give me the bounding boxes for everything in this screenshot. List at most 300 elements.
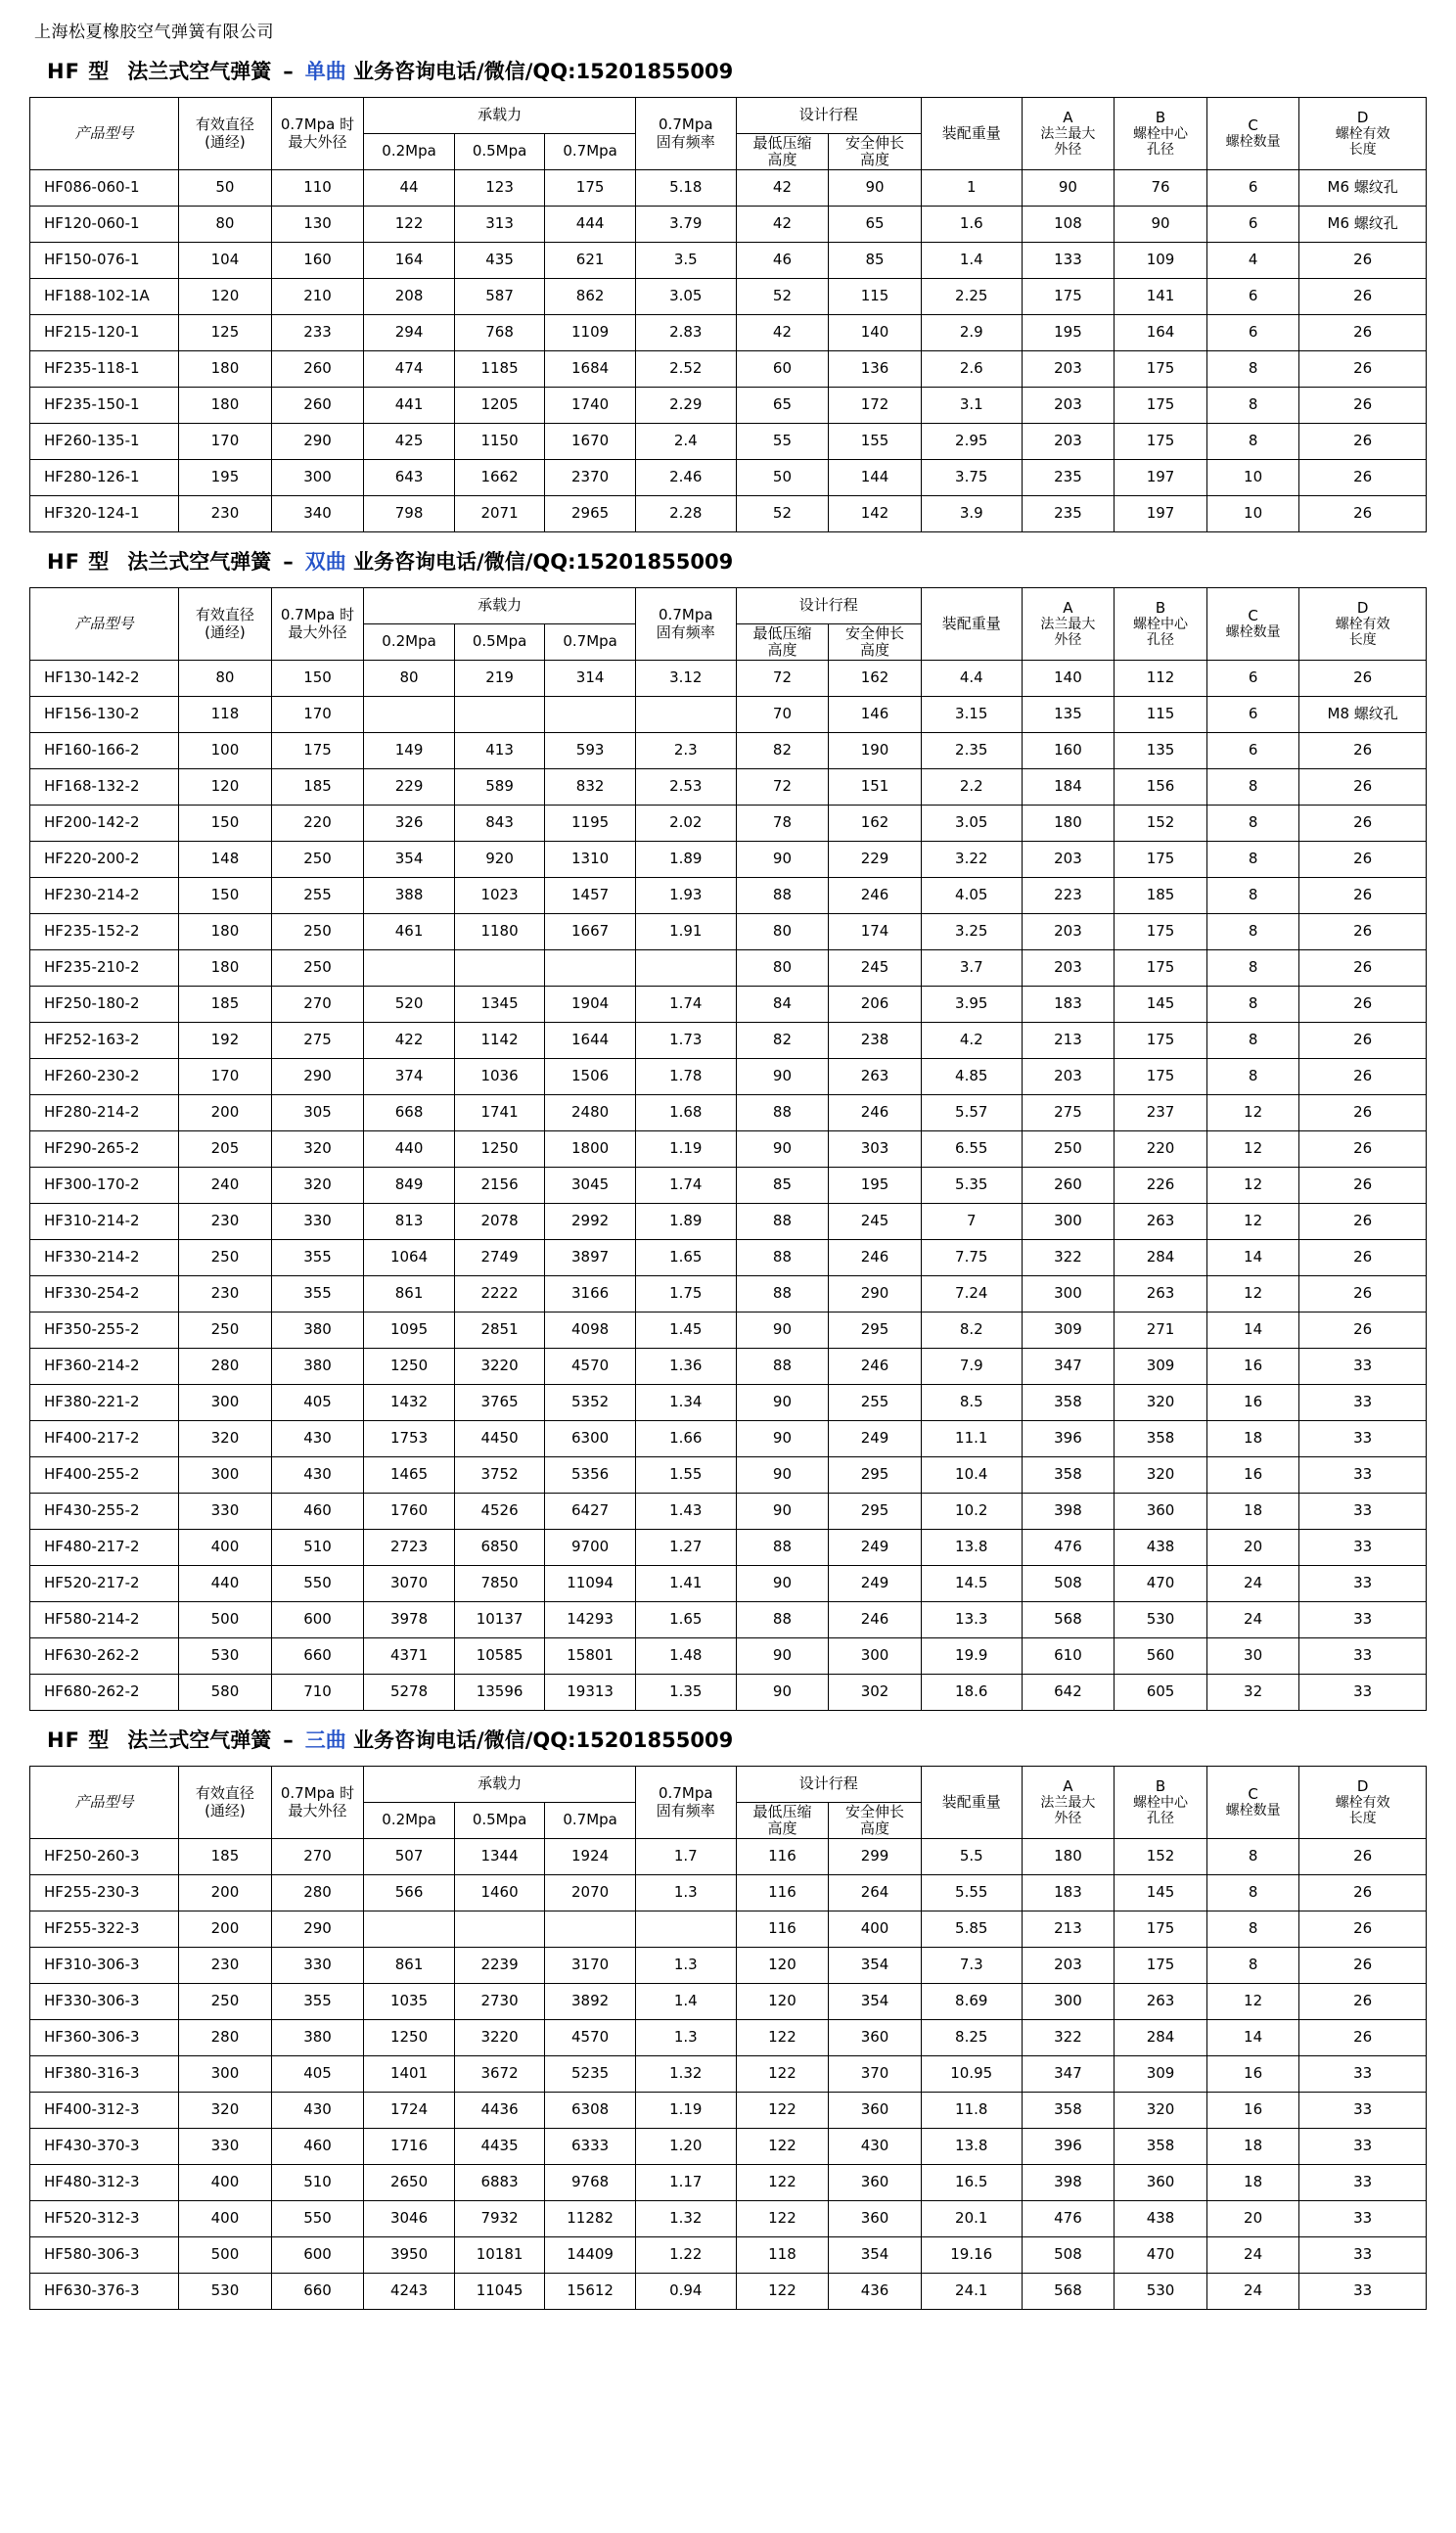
cell-value: 400 — [829, 1911, 922, 1948]
cell-value: 185 — [271, 769, 364, 806]
cell-value: 4526 — [454, 1494, 545, 1530]
cell-value: 358 — [1115, 1421, 1207, 1457]
table-row — [30, 1349, 1427, 1385]
cell-value: 290 — [271, 424, 364, 460]
cell-value: 229 — [829, 842, 922, 878]
cell-value: 4.2 — [921, 1023, 1022, 1059]
cell-value: 380 — [271, 1313, 364, 1349]
cell-value: 8 — [1206, 914, 1299, 950]
cell-value: 184 — [1022, 769, 1115, 806]
cell-value: 1250 — [364, 1349, 455, 1385]
table-row — [30, 424, 1427, 460]
cell-value: 200 — [179, 1095, 272, 1131]
cell-value: 20 — [1206, 1530, 1299, 1566]
cell-value: 26 — [1299, 243, 1427, 279]
cell-value: 235 — [1022, 496, 1115, 532]
cell-value: 354 — [829, 2237, 922, 2274]
header-max-outer-diameter — [271, 1767, 364, 1839]
cell-model: HF680-262-2 — [30, 1675, 179, 1711]
cell-value: 240 — [179, 1168, 272, 1204]
cell-value: 3220 — [454, 2020, 545, 2056]
header-design-travel: 设计行程 — [736, 1767, 921, 1803]
cell-value: 1036 — [454, 1059, 545, 1095]
header-load-3: 0.7Mpa — [545, 1803, 636, 1839]
cell-model: HF520-217-2 — [30, 1566, 179, 1602]
cell-value: 314 — [545, 661, 636, 697]
cell-value: 210 — [271, 279, 364, 315]
cell-value: 1.17 — [635, 2165, 736, 2201]
cell-value: 295 — [829, 1313, 922, 1349]
header-max-outer-diameter-line2: 最大外径 — [288, 132, 347, 151]
cell-value: 621 — [545, 243, 636, 279]
header-bolt-length — [1299, 98, 1427, 170]
table-row — [30, 279, 1427, 315]
cell-value: 80 — [179, 661, 272, 697]
cell-value: 33 — [1299, 1457, 1427, 1494]
section-title-hf: HF 型 — [47, 1728, 111, 1752]
cell-value: 587 — [454, 279, 545, 315]
cell-value: 133 — [1022, 243, 1115, 279]
header-flange-outer-diameter-sub: 法兰最大 外径 — [1040, 1795, 1096, 1827]
cell-value: 175 — [1115, 1059, 1207, 1095]
cell-value: 33 — [1299, 2201, 1427, 2237]
cell-value: 2222 — [454, 1276, 545, 1313]
header-natural-frequency-line2: 固有频率 — [656, 1801, 715, 1819]
cell-value: 33 — [1299, 2274, 1427, 2310]
cell-value: 185 — [1115, 878, 1207, 914]
header-load-1: 0.2Mpa — [364, 1803, 455, 1839]
header-bolt-length-letter: D — [1356, 108, 1369, 126]
cell-value: 360 — [829, 2165, 922, 2201]
cell-value: 226 — [1115, 1168, 1207, 1204]
table-row — [30, 806, 1427, 842]
table-row — [30, 243, 1427, 279]
cell-value: 14 — [1206, 1313, 1299, 1349]
header-bolt-circle-diameter-letter: B — [1155, 108, 1166, 126]
cell-value: 90 — [1115, 207, 1207, 243]
cell-value: 275 — [1022, 1095, 1115, 1131]
cell-value: 507 — [364, 1839, 455, 1875]
cell-value: 6850 — [454, 1530, 545, 1566]
header-load-2: 0.5Mpa — [454, 1803, 545, 1839]
cell-value: 33 — [1299, 1566, 1427, 1602]
cell-value: 190 — [829, 733, 922, 769]
cell-value: 26 — [1299, 769, 1427, 806]
cell-value: 3046 — [364, 2201, 455, 2237]
cell-value: 1904 — [545, 987, 636, 1023]
section-title-dash: – — [283, 550, 294, 574]
cell-value: 5.35 — [921, 1168, 1022, 1204]
cell-value: 152 — [1115, 1839, 1207, 1875]
table-row — [30, 987, 1427, 1023]
cell-value: 229 — [364, 769, 455, 806]
cell-value: 3765 — [454, 1385, 545, 1421]
cell-value: 5352 — [545, 1385, 636, 1421]
cell-value — [364, 950, 455, 987]
cell-model: HF235-210-2 — [30, 950, 179, 987]
cell-value: 3.05 — [635, 279, 736, 315]
cell-value: 2650 — [364, 2165, 455, 2201]
header-bolt-count-sub: 螺栓数量 — [1225, 134, 1281, 151]
cell-value: 26 — [1299, 1911, 1427, 1948]
cell-value: 26 — [1299, 1095, 1427, 1131]
cell-model: HF360-306-3 — [30, 2020, 179, 2056]
cell-value — [454, 1911, 545, 1948]
cell-value: 26 — [1299, 1984, 1427, 2020]
cell-value: 660 — [271, 1638, 364, 1675]
header-effective-diameter — [179, 1767, 272, 1839]
cell-value: 270 — [271, 1839, 364, 1875]
cell-value: 50 — [736, 460, 829, 496]
cell-value: 33 — [1299, 2165, 1427, 2201]
cell-value: 400 — [179, 2165, 272, 2201]
cell-model: HF120-060-1 — [30, 207, 179, 243]
cell-value: 6.55 — [921, 1131, 1022, 1168]
section-title-curve: 单曲 — [304, 60, 346, 83]
cell-model: HF380-221-2 — [30, 1385, 179, 1421]
cell-value: 2.3 — [635, 733, 736, 769]
cell-value: 42 — [736, 315, 829, 351]
cell-model: HF380-316-3 — [30, 2056, 179, 2093]
cell-value: 530 — [1115, 1602, 1207, 1638]
cell-value: 710 — [271, 1675, 364, 1711]
cell-value: 2.83 — [635, 315, 736, 351]
section-title-contact: 业务咨询电话/微信/QQ:15201855009 — [353, 1728, 734, 1752]
cell-value: 246 — [829, 1602, 922, 1638]
cell-value: 26 — [1299, 661, 1427, 697]
header-flange-outer-diameter-letter: A — [1063, 598, 1073, 617]
header-bolt-count-sub: 螺栓数量 — [1225, 1803, 1281, 1819]
cell-value: 192 — [179, 1023, 272, 1059]
cell-value: 76 — [1115, 170, 1207, 207]
cell-value: 374 — [364, 1059, 455, 1095]
cell-value: 26 — [1299, 351, 1427, 388]
cell-value: 1.41 — [635, 1566, 736, 1602]
header-max-outer-diameter-line1: 0.7Mpa 时 — [280, 606, 355, 624]
cell-value: 320 — [1115, 1457, 1207, 1494]
cell-model: HF255-322-3 — [30, 1911, 179, 1948]
cell-value: 1.74 — [635, 987, 736, 1023]
cell-value: 4098 — [545, 1313, 636, 1349]
cell-value: 642 — [1022, 1675, 1115, 1711]
table-row — [30, 460, 1427, 496]
cell-value: 400 — [179, 1530, 272, 1566]
table-row — [30, 697, 1427, 733]
cell-value: 508 — [1022, 2237, 1115, 2274]
cell-value: 2070 — [545, 1875, 636, 1911]
cell-value: 530 — [179, 1638, 272, 1675]
cell-value: 185 — [179, 1839, 272, 1875]
cell-value: 24 — [1206, 1602, 1299, 1638]
cell-value: 405 — [271, 1385, 364, 1421]
cell-value: 1.89 — [635, 842, 736, 878]
cell-value: 18.6 — [921, 1675, 1022, 1711]
cell-value: 3.1 — [921, 388, 1022, 424]
cell-value: 175 — [1115, 842, 1207, 878]
cell-value: 284 — [1115, 1240, 1207, 1276]
cell-value: 476 — [1022, 1530, 1115, 1566]
cell-value: 436 — [829, 2274, 922, 2310]
header-flange-outer-diameter — [1022, 98, 1115, 170]
table-row — [30, 842, 1427, 878]
cell-value: 8 — [1206, 1023, 1299, 1059]
cell-value: 174 — [829, 914, 922, 950]
cell-value: 300 — [1022, 1984, 1115, 2020]
cell-value: 122 — [736, 2201, 829, 2237]
cell-model: HF630-376-3 — [30, 2274, 179, 2310]
cell-value: 175 — [1115, 388, 1207, 424]
cell-value: 1205 — [454, 388, 545, 424]
cell-value: 8 — [1206, 1059, 1299, 1095]
cell-value: 20 — [1206, 2201, 1299, 2237]
cell-value: 82 — [736, 733, 829, 769]
cell-value: 1.3 — [635, 1948, 736, 1984]
cell-value: 1023 — [454, 878, 545, 914]
cell-value: 566 — [364, 1875, 455, 1911]
cell-model: HF580-306-3 — [30, 2237, 179, 2274]
cell-value: 260 — [271, 388, 364, 424]
table-header-row — [30, 588, 1427, 624]
cell-value: 284 — [1115, 2020, 1207, 2056]
cell-value: 70 — [736, 697, 829, 733]
cell-value: 263 — [1115, 1204, 1207, 1240]
cell-value: 1.43 — [635, 1494, 736, 1530]
cell-value: 5356 — [545, 1457, 636, 1494]
cell-value: 88 — [736, 1204, 829, 1240]
cell-value: 2.6 — [921, 351, 1022, 388]
table-row — [30, 1602, 1427, 1638]
cell-value: 180 — [179, 950, 272, 987]
cell-value: 422 — [364, 1023, 455, 1059]
cell-value: 2.9 — [921, 315, 1022, 351]
sections-container — [29, 56, 1427, 2310]
cell-value: 10.95 — [921, 2056, 1022, 2093]
cell-value: 26 — [1299, 1204, 1427, 1240]
cell-value: 1.3 — [635, 2020, 736, 2056]
cell-value: 340 — [271, 496, 364, 532]
cell-value: 118 — [736, 2237, 829, 2274]
cell-value: 5.85 — [921, 1911, 1022, 1948]
cell-value: 122 — [364, 207, 455, 243]
section-title-hf: HF 型 — [47, 550, 111, 574]
cell-value: 1.65 — [635, 1602, 736, 1638]
cell-value: 33 — [1299, 2237, 1427, 2274]
cell-value: 6 — [1206, 170, 1299, 207]
cell-value: 109 — [1115, 243, 1207, 279]
cell-value: 235 — [1022, 460, 1115, 496]
cell-value: 33 — [1299, 1530, 1427, 1566]
cell-value: 8.25 — [921, 2020, 1022, 2056]
cell-value: 843 — [454, 806, 545, 842]
spacer — [346, 1728, 353, 1752]
header-natural-frequency-line2: 固有频率 — [656, 622, 715, 641]
cell-value: 8 — [1206, 769, 1299, 806]
cell-value: 195 — [829, 1168, 922, 1204]
table-row — [30, 315, 1427, 351]
cell-value: 320 — [1115, 2093, 1207, 2129]
cell-value: 213 — [1022, 1911, 1115, 1948]
cell-value: 430 — [271, 1457, 364, 1494]
cell-value: 3.12 — [635, 661, 736, 697]
header-bolt-circle-diameter — [1115, 1767, 1207, 1839]
header-natural-frequency-line1: 0.7Mpa — [659, 115, 713, 134]
cell-value: 33 — [1299, 1349, 1427, 1385]
cell-model: HF235-118-1 — [30, 351, 179, 388]
cell-value: 26 — [1299, 424, 1427, 460]
cell-value: 118 — [179, 697, 272, 733]
cell-value: 26 — [1299, 460, 1427, 496]
cell-value: 90 — [736, 1638, 829, 1675]
cell-value: 172 — [829, 388, 922, 424]
cell-value: 2965 — [545, 496, 636, 532]
cell-value: 33 — [1299, 1675, 1427, 1711]
cell-value: 203 — [1022, 842, 1115, 878]
cell-value: 10137 — [454, 1602, 545, 1638]
cell-value: 26 — [1299, 1948, 1427, 1984]
header-natural-frequency-line1: 0.7Mpa — [659, 606, 713, 624]
cell-value: 355 — [271, 1984, 364, 2020]
cell-value: 4.05 — [921, 878, 1022, 914]
cell-model: HF360-214-2 — [30, 1349, 179, 1385]
cell-value: 474 — [364, 351, 455, 388]
cell-value: 520 — [364, 987, 455, 1023]
table-row — [30, 1095, 1427, 1131]
cell-value: 175 — [1115, 1948, 1207, 1984]
cell-value: 146 — [829, 697, 922, 733]
cell-value: 1344 — [454, 1839, 545, 1875]
cell-value: 2.4 — [635, 424, 736, 460]
cell-value: 530 — [1115, 2274, 1207, 2310]
cell-value: 1460 — [454, 1875, 545, 1911]
cell-value: 233 — [271, 315, 364, 351]
cell-value: M6 螺纹孔 — [1299, 170, 1427, 207]
cell-model: HF310-306-3 — [30, 1948, 179, 1984]
cell-value: 206 — [829, 987, 922, 1023]
cell-value: 798 — [364, 496, 455, 532]
cell-value: 90 — [736, 1675, 829, 1711]
cell-value: 2239 — [454, 1948, 545, 1984]
cell-value: 263 — [1115, 1276, 1207, 1313]
cell-value: 5.55 — [921, 1875, 1022, 1911]
cell-value: 164 — [1115, 315, 1207, 351]
cell-value: 1.35 — [635, 1675, 736, 1711]
header-assembly-weight: 装配重量 — [921, 588, 1022, 661]
cell-value: 3897 — [545, 1240, 636, 1276]
cell-value: 2.25 — [921, 279, 1022, 315]
cell-value: 1.22 — [635, 2237, 736, 2274]
cell-value: 6883 — [454, 2165, 545, 2201]
cell-value: 1.32 — [635, 2201, 736, 2237]
table-row — [30, 2056, 1427, 2093]
header-bolt-count — [1206, 1767, 1299, 1839]
table-row — [30, 1638, 1427, 1675]
cell-value: 150 — [271, 661, 364, 697]
cell-value: 3220 — [454, 1349, 545, 1385]
header-bolt-circle-diameter-sub: 螺栓中心 孔径 — [1133, 1795, 1188, 1827]
cell-value: 832 — [545, 769, 636, 806]
cell-value: 65 — [829, 207, 922, 243]
table-row — [30, 1023, 1427, 1059]
cell-value: 400 — [179, 2201, 272, 2237]
cell-value: 5.57 — [921, 1095, 1022, 1131]
cell-value: 19.16 — [921, 2237, 1022, 2274]
cell-value: 470 — [1115, 1566, 1207, 1602]
header-bolt-length-sub: 螺栓有效 长度 — [1335, 1795, 1390, 1827]
cell-value: 203 — [1022, 950, 1115, 987]
cell-model: HF320-124-1 — [30, 496, 179, 532]
table-header-row — [30, 98, 1427, 134]
cell-value: 1 — [921, 170, 1022, 207]
cell-value: 122 — [736, 2129, 829, 2165]
header-bolt-count-letter: C — [1248, 115, 1258, 134]
table-header-row — [30, 1767, 1427, 1803]
cell-value: 170 — [179, 1059, 272, 1095]
header-bolt-length — [1299, 588, 1427, 661]
cell-value: 6 — [1206, 733, 1299, 769]
cell-value: 3.5 — [635, 243, 736, 279]
cell-value: 1.66 — [635, 1421, 736, 1457]
cell-value: 1.4 — [635, 1984, 736, 2020]
cell-value: 290 — [829, 1276, 922, 1313]
cell-value: 8 — [1206, 424, 1299, 460]
cell-value: 18 — [1206, 1421, 1299, 1457]
cell-value: 183 — [1022, 1875, 1115, 1911]
cell-value: 246 — [829, 878, 922, 914]
header-flange-outer-diameter-letter: A — [1063, 108, 1073, 126]
cell-value: 26 — [1299, 733, 1427, 769]
cell-model: HF400-217-2 — [30, 1421, 179, 1457]
cell-value: 6 — [1206, 207, 1299, 243]
table-row — [30, 2093, 1427, 2129]
cell-value: 88 — [736, 1240, 829, 1276]
cell-value: 2.52 — [635, 351, 736, 388]
header-effective-diameter-line1: 有效直径 — [195, 606, 254, 624]
cell-value: 11.8 — [921, 2093, 1022, 2129]
header-travel-1-line1: 最低压缩 — [752, 1802, 812, 1820]
cell-model: HF150-076-1 — [30, 243, 179, 279]
cell-value: 245 — [829, 950, 922, 987]
cell-value: 299 — [829, 1839, 922, 1875]
cell-value: 813 — [364, 1204, 455, 1240]
cell-value: 33 — [1299, 1385, 1427, 1421]
cell-value: 230 — [179, 1948, 272, 1984]
spacer — [346, 60, 353, 83]
table-row — [30, 950, 1427, 987]
cell-value: 16.5 — [921, 2165, 1022, 2201]
cell-value: 1.78 — [635, 1059, 736, 1095]
cell-value: 18 — [1206, 2165, 1299, 2201]
cell-value: 326 — [364, 806, 455, 842]
cell-value: 360 — [829, 2201, 922, 2237]
cell-value: 6427 — [545, 1494, 636, 1530]
header-travel-1 — [736, 624, 829, 661]
cell-value: 360 — [829, 2093, 922, 2129]
cell-value: 46 — [736, 243, 829, 279]
cell-value: 3.95 — [921, 987, 1022, 1023]
cell-value: 203 — [1022, 1059, 1115, 1095]
cell-value: 510 — [271, 2165, 364, 2201]
cell-model: HF252-163-2 — [30, 1023, 179, 1059]
cell-value: 2.53 — [635, 769, 736, 806]
header-natural-frequency — [635, 1767, 736, 1839]
cell-value: 320 — [271, 1168, 364, 1204]
cell-value: 4570 — [545, 2020, 636, 2056]
cell-value: 90 — [736, 1421, 829, 1457]
cell-value: 203 — [1022, 424, 1115, 460]
cell-value: 85 — [736, 1168, 829, 1204]
cell-value: 30 — [1206, 1638, 1299, 1675]
cell-value: 80 — [736, 950, 829, 987]
